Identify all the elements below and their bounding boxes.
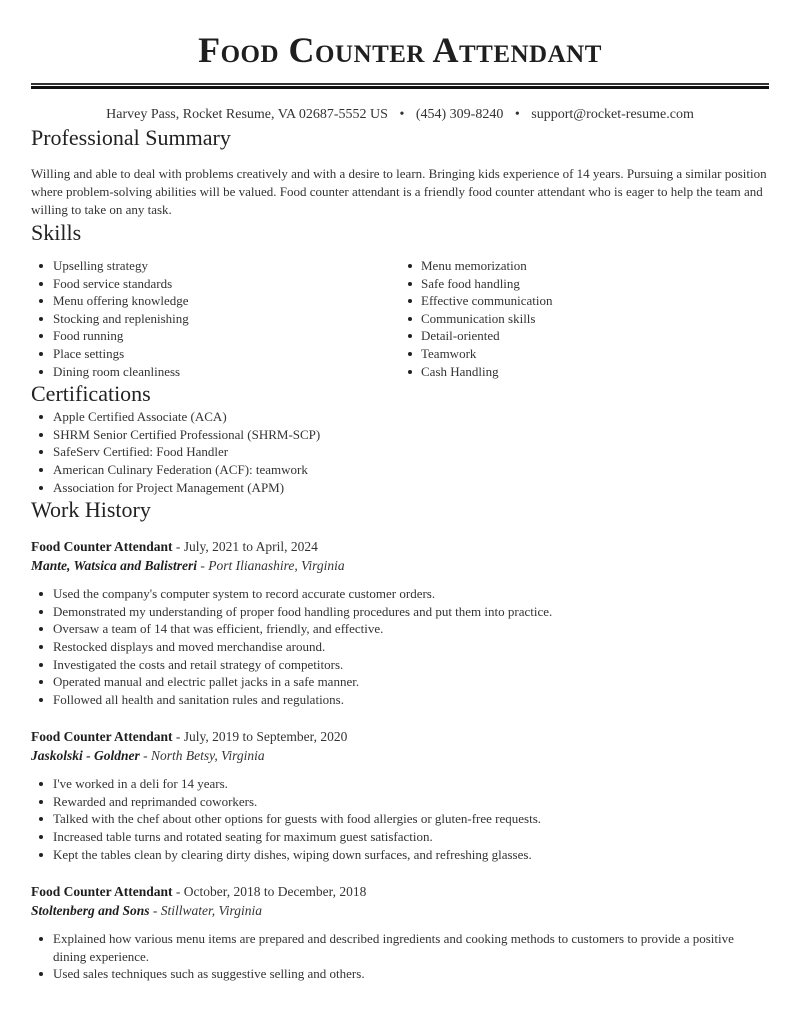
job-title-line [31, 727, 769, 746]
job-bullet: I've worked in a deli for 14 years. [31, 775, 769, 793]
skill-item: Effective communication [400, 292, 769, 310]
skill-item: Menu memorization [400, 257, 769, 275]
certifications-section [31, 380, 769, 496]
summary-text: Willing and able to deal with problems creatively and with a desire to learn. Bringing kids experience of 14 years. Pursuing a similar position where problem-solving abilities will be valued. Food counter attendant is a friendly food counter attendant who is eager to help the team and willing to take on any task. [31, 166, 767, 217]
job-title-line [31, 537, 769, 556]
skill-item: Teamwork [400, 345, 769, 363]
summary-section [31, 124, 769, 219]
job-entry [31, 727, 769, 863]
job-bullet: Kept the tables clean by clearing dirty dishes, wiping down surfaces, and refreshing glasses. [31, 846, 769, 864]
certification-item: Apple Certified Associate (ACA) [31, 408, 769, 426]
job-title: Food Counter Attendant [31, 729, 173, 745]
job-bullet: Followed all health and sanitation rules and regulations. [31, 691, 769, 709]
bullet-separator-icon: • [399, 107, 405, 122]
company-line [31, 746, 769, 765]
job-entry [31, 537, 769, 708]
skill-item: Dining room cleanliness [31, 363, 400, 381]
job-bullet: Demonstrated my understanding of proper food handling procedures and put them into practice. [31, 603, 769, 621]
job-bullet: Used the company's computer system to record accurate customer orders. [31, 585, 769, 603]
skill-item: Upselling strategy [31, 257, 400, 275]
header-divider [31, 83, 769, 89]
contact-address: Harvey Pass, Rocket Resume, VA 02687-5552 US [106, 107, 388, 122]
job-bullet: Used sales techniques such as suggestive selling and others. [31, 965, 769, 983]
job-bullet: Rewarded and reprimanded coworkers. [31, 793, 769, 811]
contact-line [31, 106, 769, 124]
job-dates: - October, 2018 to December, 2018 [172, 884, 367, 900]
certification-item: Association for Project Management (APM) [31, 479, 769, 497]
skill-item: Stocking and replenishing [31, 310, 400, 328]
job-title-line [31, 882, 769, 901]
summary-heading: Professional Summary [31, 125, 231, 150]
work-history-section [31, 496, 769, 983]
skills-heading: Skills [31, 220, 82, 245]
job-bullet: Explained how various menu items are prepared and described ingredients and cooking methods to customers to provide a positive dining experience. [31, 930, 769, 965]
bullet-separator-icon: • [514, 107, 520, 122]
skills-grid [31, 257, 769, 380]
skill-item: Safe food handling [400, 275, 769, 293]
job-bullet: Restocked displays and moved merchandise around. [31, 638, 769, 656]
skills-column-left [31, 257, 400, 380]
job-dates: - July, 2021 to April, 2024 [172, 539, 318, 555]
company-name: Jaskolski - Goldner [31, 748, 140, 764]
skill-item: Food service standards [31, 275, 400, 293]
job-title: Food Counter Attendant [31, 884, 173, 900]
skill-item: Place settings [31, 345, 400, 363]
company-name: Stoltenberg and Sons [31, 903, 150, 919]
skill-item: Communication skills [400, 310, 769, 328]
work-history-heading: Work History [31, 497, 151, 523]
candidate-name: Food Counter Attendant [198, 30, 602, 70]
skill-item: Menu offering knowledge [31, 292, 400, 310]
certifications-heading: Certifications [31, 381, 151, 407]
skill-item: Detail-oriented [400, 327, 769, 345]
company-location: - North Betsy, Virginia [139, 748, 265, 764]
certification-item: SafeServ Certified: Food Handler [31, 443, 769, 461]
company-line [31, 556, 769, 575]
company-location: - Stillwater, Virginia [149, 903, 263, 919]
company-name: Mante, Watsica and Balistreri [31, 558, 198, 574]
certification-item: SHRM Senior Certified Professional (SHRM-SCP) [31, 426, 769, 444]
company-location: - Port Ilianashire, Virginia [197, 558, 345, 574]
job-bullet: Increased table turns and rotated seating for maximum guest satisfaction. [31, 828, 769, 846]
skills-section [31, 219, 769, 380]
job-entry [31, 882, 769, 983]
contact-phone: (454) 309-8240 [415, 107, 504, 122]
contact-email[interactable]: support@rocket-resume.com [531, 107, 694, 122]
company-line [31, 901, 769, 920]
job-bullet: Oversaw a team of 14 that was efficient, friendly, and effective. [31, 620, 769, 638]
skill-item: Food running [31, 327, 400, 345]
job-bullet: Talked with the chef about other options for guests with food allergies or gluten-free requests. [31, 810, 769, 828]
job-bullet: Investigated the costs and retail strategy of competitors. [31, 656, 769, 674]
certification-item: American Culinary Federation (ACF): teamwork [31, 461, 769, 479]
skill-item: Cash Handling [400, 363, 769, 381]
skills-column-right [400, 257, 769, 380]
job-bullet: Operated manual and electric pallet jacks in a safe manner. [31, 673, 769, 691]
job-title: Food Counter Attendant [31, 539, 173, 555]
job-dates: - July, 2019 to September, 2020 [172, 729, 348, 745]
